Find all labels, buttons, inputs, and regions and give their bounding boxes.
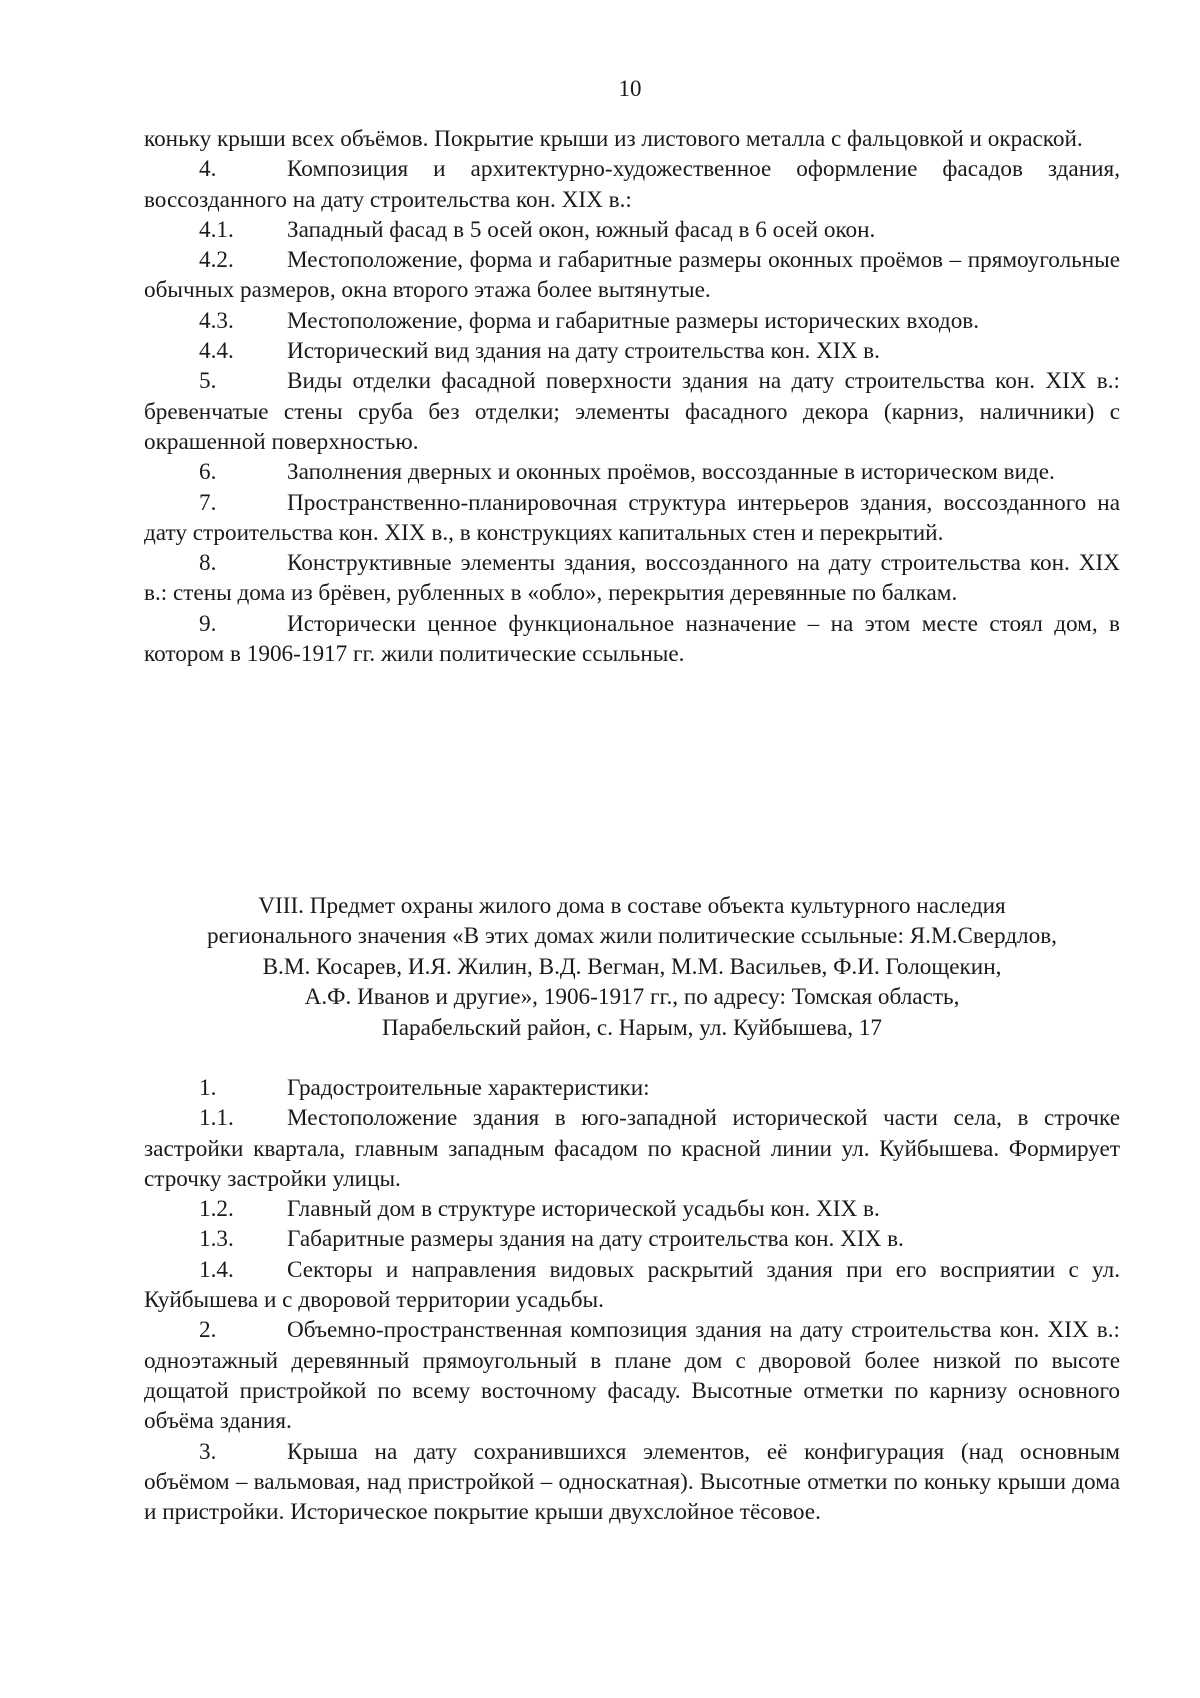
section-top [144,124,1120,669]
paragraph-number: 8. [199,550,217,577]
paragraph-number: 5. [199,368,217,395]
paragraph-text: Западный фасад в 5 осей окон, южный фасад в 6 осей окон. [287,216,876,243]
paragraph-number: 1.4. [199,1256,234,1283]
paragraph [144,1073,1120,1103]
paragraph [144,548,1120,609]
paragraph-text: Композиция и архитектурно-художественное оформление фасадов здания, воссозданного на дату строительства кон. XIX в.: [144,156,1120,213]
paragraph-number: 4. [199,156,217,183]
paragraph-number: 4.4. [199,338,234,365]
paragraph-number: 2. [199,1317,217,1344]
paragraph [144,1255,1120,1316]
paragraph [144,306,1120,336]
heading-line: Парабельский район, с. Нарым, ул. Куйбышева, 17 [382,1014,882,1041]
paragraph [144,245,1120,306]
paragraph-number: 1.3. [199,1226,234,1253]
heading-line: регионального значения «В этих домах жили политические ссыльные: Я.М.Свердлов, [207,923,1057,950]
paragraph [144,609,1120,670]
paragraph-text: Главный дом в структуре исторической усадьбы кон. XIX в. [287,1196,880,1223]
paragraph-number: 4.2. [199,247,234,274]
heading-line: А.Ф. Иванов и другие», 1906-1917 гг., по адресу: Томская область, [304,984,960,1011]
paragraph-number: 1. [199,1075,217,1101]
section-heading [144,891,1120,1043]
paragraph-number: 4.1. [199,216,234,243]
paragraph [144,1194,1120,1224]
paragraph-number: 9. [199,610,217,637]
paragraph-text: Виды отделки фасадной поверхности здания на дату строительства кон. XIX в.: бревенчатые стены сруба без отделки; элементы фасадного декора (карниз, наличники) с окрашенной поверхностью. [144,368,1120,455]
heading-line: VIII. Предмет охраны жилого дома в составе объекта культурного наследия [258,893,1006,919]
paragraph [144,215,1120,245]
paragraph-number: 7. [199,489,217,516]
paragraph-text: Заполнения дверных и оконных проёмов, воссозданные в историческом виде. [287,459,1055,486]
paragraph [144,1437,1120,1528]
paragraph-number: 1.1. [199,1105,234,1132]
paragraph [144,457,1120,487]
paragraph-text: Местоположение, форма и габаритные размеры оконных проёмов – прямоугольные обычных размеров, окна второго этажа более вытянутые. [144,247,1120,304]
paragraph-text: Секторы и направления видовых раскрытий здания при его восприятии с ул. Куйбышева и с дворовой территории усадьбы. [144,1256,1120,1314]
page-number: 10 [618,76,642,101]
paragraph [144,1315,1120,1436]
paragraph-text: Пространственно-планировочная структура интерьеров здания, воссозданного на дату строительства кон. XIX в., в конструкциях капитальных стен и перекрытий. [144,489,1120,546]
paragraph-number: 1.2. [199,1196,234,1223]
paragraph [144,366,1120,457]
paragraph-text: Объемно-пространственная композиция здания на дату строительства кон. XIX в.: одноэтажный деревянный прямоугольный в плане дом с дворовой более низкой по высоте дощатой пристройкой по всему восточному фасаду. Высотные отметки по карнизу основного объёма здания. [144,1317,1120,1435]
paragraph-text: Крыша на дату сохранившихся элементов, её конфигурация (над основным объёмом – вальмовая, над пристройкой – односкатная). Высотные отметки по коньку крыши дома и пристройки. Историческое покрытие крыши двухслойное тёсовое. [144,1438,1120,1526]
paragraph-text: Исторический вид здания на дату строительства кон. XIX в. [287,338,880,365]
paragraph [144,1224,1120,1254]
paragraph-number: 6. [199,459,217,486]
paragraph [144,336,1120,366]
paragraph-text: Исторически ценное функциональное назначение – на этом месте стоял дом, в котором в 1906-1917 гг. жили политические ссыльные. [144,610,1120,668]
paragraph [144,154,1120,215]
paragraph-number: 3. [199,1438,217,1465]
paragraph-text: коньку крыши всех объёмов. Покрытие крыши из листового металла с фальцовкой и окраской. [144,126,1083,152]
paragraph [144,1103,1120,1194]
paragraph-text: Местоположение, форма и габаритные размеры исторических входов. [287,307,980,334]
paragraph-text: Градостроительные характеристики: [287,1075,650,1101]
heading-line: В.М. Косарев, И.Я. Жилин, В.Д. Вегман, М.М. Васильев, Ф.И. Голощекин, [262,953,1002,980]
paragraph-text: Габаритные размеры здания на дату строительства кон. XIX в. [287,1226,904,1253]
paragraph-text: Местоположение здания в юго-западной исторической части села, в строчке застройки квартала, главным западным фасадом по красной линии ул. Куйбышева. Формирует строчку застройки улицы. [144,1105,1120,1192]
paragraph-text: Конструктивные элементы здания, воссозданного на дату строительства кон. XIX в.: стены дома из брёвен, рубленных в «обло», перекрытия деревянные по балкам. [144,550,1120,607]
paragraph [144,488,1120,549]
paragraph-number: 4.3. [199,307,234,334]
paragraph [144,124,1120,154]
section-bottom [144,1073,1120,1527]
